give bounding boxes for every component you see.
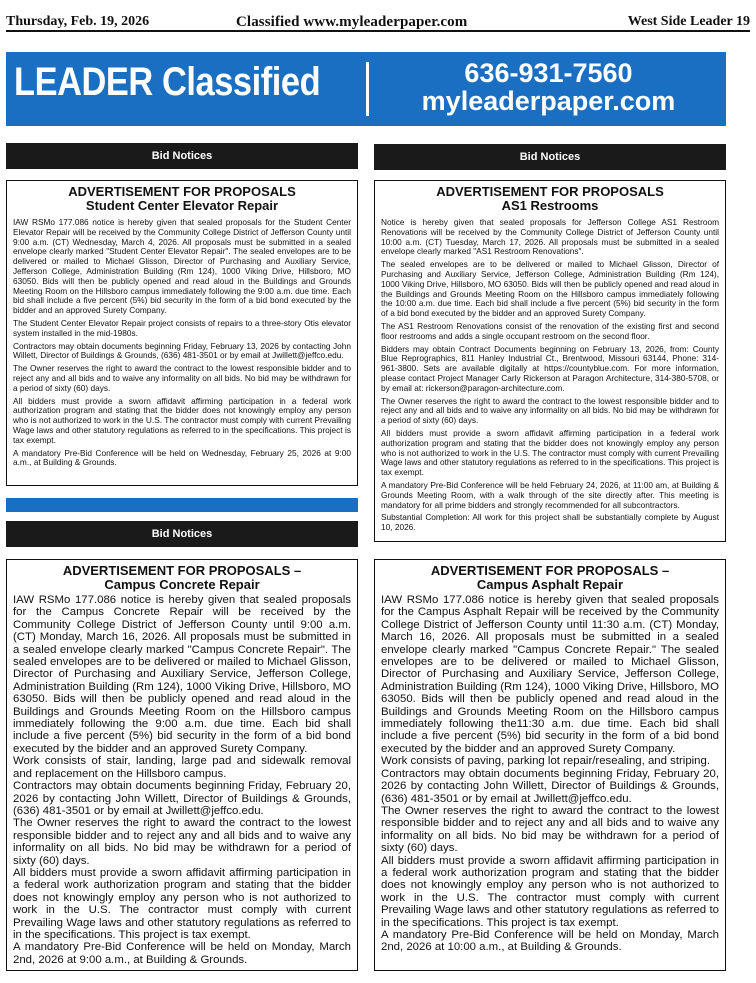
section-bar-right-top: Bid Notices (374, 144, 726, 170)
ad-paragraph: IAW RSMo 177.086 notice is hereby given that sealed proposals for the Campus Concrete Repair will be received by the Community College District of Jefferson County until 9:00 a.m. (CT) Monday, March 16, 2026. All proposals must be submitted in a sealed envelope clearly marked "Campus Concrete Repair". The sealed envelopes are to be delivered or mailed to Michael Glisson, Director of Purchasing and Auxiliary Service, Jefferson College, Administration Building (Rm 124), 1000 Viking Drive, Hillsboro, MO 63050. Bids will then be publicly opened and read aloud in the Buildings and Grounds Meeting Room on the Hillsboro campus immediately following the 9:00 a.m. due time. Each bid shall include a five percent (5%) bid security in the form of a bid bond executed by the bidder and an approved Surety Company. (13, 594, 351, 755)
section-title: Classified www.myleaderpaper.com (236, 14, 468, 30)
ad-paragraph: The sealed envelopes are to be delivered or mailed to Michael Glisson, Director of Purchasing and Auxiliary Service, Jefferson College, Administration Building (Rm 124), 1000 Viking Drive, Hillsboro, MO 63050. Bids will then be publicly opened and read aloud in the Buildings and Grounds Meeting Room on the Hillsboro campus immediately following the 10:00 a.m. due time. Each bid shall include a five percent (5%) bid security in the form of a bid bond executed by the bidder and an approved Surety Company. (381, 259, 719, 319)
ad-paragraph: All bidders must provide a sworn affidavit affirming participation in a federal work authorization program and stating that the bidder does not knowingly employ any person who is not authorized to work in the U.S. The contractor must comply with current Prevailing Wage laws and other statutory regulations as referred to in the specifications. This project is tax exempt. (381, 427, 719, 478)
ad-paragraph: All bidders must provide a sworn affidavit affirming participation in a federal work authorization program and stating that the bidder does not knowingly employ any person who is not authorized to work in the U.S. The contractor must comply with current Prevailing Wage laws and other statutory regulations as referred to in the specifications. This project is tax exempt. (381, 854, 719, 929)
website[interactable]: myleaderpaper.com (421, 86, 676, 116)
ad-paragraph: Substantial Completion: All work for this project shall be substantially complete by August 10, 2026. (381, 512, 719, 533)
ad-paragraph: A mandatory Pre-Bid Conference will be held on Monday, March 2nd, 2026 at 9:00 a.m., at Building & Grounds. (13, 941, 351, 966)
ad-paragraph: IAW RSMo 177.086 notice is hereby given that sealed proposals for the Student Center Elevator Repair will be received by the Community College District of Jefferson County until 9:00 a.m. (CT) Wednesday, March 4, 2026. All proposals must be submitted in a sealed envelope clearly marked "Student Center Elevator Repair". The sealed envelopes are to be delivered or mailed to Michael Glisson, Director of Purchasing and Auxiliary Service, Jefferson College, Administration Building (Rm 124), 1000 Viking Drive, Hillsboro, MO 63050. Bids will then be publicly opened and read aloud in the Buildings and Grounds Meeting Room on the Hillsboro campus immediately following the 9:00 a.m. due time. Each bid shall include a five percent (5%) bid security in the form of a bid bond executed by the bidder and an approved Surety Company. (13, 217, 351, 316)
ad-subtitle: AS1 Restrooms (501, 198, 599, 213)
page-header (6, 12, 750, 32)
ad-campus-asphalt-repair (374, 559, 726, 971)
ad-paragraph: The Student Center Elevator Repair project consists of repairs to a three-story Otis elevator system installed in the mid-1980s. (13, 317, 351, 338)
ad-paragraph: The AS1 Restroom Renovations consist of the renovation of the existing first and second floor restrooms and adds a single occupant restroom on the second floor. (381, 320, 719, 341)
phone-number: 636-931-7560 (464, 58, 633, 88)
ad-paragraph: The Owner reserves the right to award the contract to the lowest responsible bidder and to reject any and all bids and to waive any informality on all bids. No bid may be withdrawn for a period of sixty (60) days. (13, 363, 351, 393)
ad-title: ADVERTISEMENT FOR PROPOSALS – (62, 563, 302, 578)
ad-paragraph: Contractors may obtain documents beginning Friday, February 13, 2026 by contacting John Willett, Director of Buildings & Grounds, (636) 481-3501 or by email at Jwillett@jeffco.edu. (13, 340, 351, 361)
ad-paragraph: All bidders must provide a sworn affidavit affirming participation in a federal work authorization program and stating that the bidder does not knowingly employ any person who is not authorized to work in the U.S. The contractor must comply with current Prevailing Wage laws and other statutory regulations as referred to in the specifications. This project is tax exempt. (13, 866, 351, 941)
ad-paragraph: Notice is hereby given that sealed proposals for Jefferson College AS1 Restroom Renovations will be received by the Community College District of Jefferson County until 10:00 a.m. (CT) Tuesday, March 17, 2026. All proposals must be submitted in a sealed envelope clearly marked "AS1 Restroom Renovations". (381, 217, 719, 257)
ad-title: ADVERTISEMENT FOR PROPOSALS (68, 184, 296, 199)
ad-paragraph: The Owner reserves the right to award the contract to the lowest responsible bidder and to reject any and all bids and to waive any informality on all bids. No bid may be withdrawn for a period of sixty (60) days. (381, 804, 719, 855)
ad-paragraph: The Owner reserves the right to award the contract to the lowest responsible bidder and to reject any and all bids and to waive any informality on all bids. No bid may be withdrawn for a period of sixty (60) days. (13, 817, 351, 867)
ad-paragraph: IAW RSMo 177.086 notice is hereby given that sealed proposals for the Campus Asphalt Repair will be received by the Community College District of Jefferson County until 11:30 a.m. (CT) Monday, March 16, 2026. All proposals must be submitted in a sealed envelope clearly marked "Campus Concrete Repair." The sealed envelopes are to be delivered or mailed to Michael Glisson, Director of Purchasing and Auxiliary Service, Jefferson College, Administration Building (Rm 124), 1000 Viking Drive, Hillsboro, MO 63050. Bids will then be publicly opened and read aloud in the Buildings and Grounds Meeting Room on the Hillsboro campus immediately following the11:30 a.m. due time. Each bid shall include a five percent (5%) bid security in the form of a bid bond executed by the bidder and an approved Surety Company. (381, 594, 719, 755)
ad-title: ADVERTISEMENT FOR PROPOSALS – (430, 563, 670, 578)
ad-as1-restrooms (374, 180, 726, 542)
ad-subtitle: Student Center Elevator Repair (85, 198, 279, 213)
ad-paragraph: A mandatory Pre-Bid Conference will be held on Monday, March 2nd, 2026 at 10:00 a.m., at Building & Grounds. (381, 928, 719, 954)
ad-paragraph: Bidders may obtain Contract Documents beginning on February 13, 2026, from: County Blue Reprographics, 811 Hanley Industrial Ct., Brentwood, Missouri 63144, Phone: 314-961-3800. Sets are available digitally at https://countyblue.com. For more information, please contact Project Manager Carly Rickerson at Paragon Architecture, 314-380-5708, or by email at: rickerson@paragon-architecture.com. (381, 343, 719, 393)
brand-logo: LEADER Classified (14, 60, 321, 104)
blue-separator (6, 498, 358, 512)
ad-paragraph: Work consists of paving, parking lot repair/resealing, and striping. (381, 755, 711, 768)
ad-paragraph: A mandatory Pre-Bid Conference will be held February 24, 2026, at 11:00 am, at Building & Grounds Meeting Room, with a walk through of the site directly after. This meeting is mandatory for all prime bidders and strongly recommended for all subcontractors. (381, 479, 719, 510)
ad-paragraph: Contractors may obtain documents beginning Friday, February 20, 2026 by contacting John Willett, Director of Buildings & Grounds, (636) 481-3501 or by email at Jwillett@jeffco.edu. (13, 780, 351, 817)
ad-title: ADVERTISEMENT FOR PROPOSALS (436, 184, 664, 199)
page-label: West Side Leader 19 (627, 14, 750, 29)
ad-paragraph: Work consists of stair, landing, large pad and sidewalk removal and replacement on the Hillsboro campus. (13, 755, 351, 780)
ad-paragraph: The Owner reserves the right to award the contract to the lowest responsible bidder and to reject any and all bids and to waive any informality on all bids. No bid may be withdrawn for a period of sixty (60) days. (381, 395, 719, 426)
ad-campus-concrete-repair (6, 559, 358, 971)
classified-banner (6, 52, 726, 126)
ad-paragraph: All bidders must provide a sworn affidavit affirming participation in a federal work authorization program and stating that the bidder does not knowingly employ any person who is not authorized to work in the U.S. The contractor must comply with current Prevailing Wage laws and other statutory regulations as referred to in the specifications. This project is tax exempt. (13, 395, 351, 445)
section-bar-left-bottom: Bid Notices (6, 521, 358, 547)
section-bar-left-top: Bid Notices (6, 143, 358, 169)
ad-paragraph: A mandatory Pre-Bid Conference will be held on Wednesday, February 25, 2026 at 9:00 a.m., at Building & Grounds. (13, 447, 351, 468)
ad-student-center-elevator (6, 180, 358, 486)
ad-subtitle: Campus Concrete Repair (104, 576, 260, 592)
issue-date: Thursday, Feb. 19, 2026 (6, 14, 150, 29)
banner-divider (366, 62, 369, 116)
ad-subtitle: Campus Asphalt Repair (476, 576, 624, 592)
ad-paragraph: Contractors may obtain documents beginning Friday, February 20, 2026 by contacting John Willett, Director of Buildings & Grounds, (636) 481-3501 or by email at Jwillett@jeffco.edu. (381, 767, 719, 805)
